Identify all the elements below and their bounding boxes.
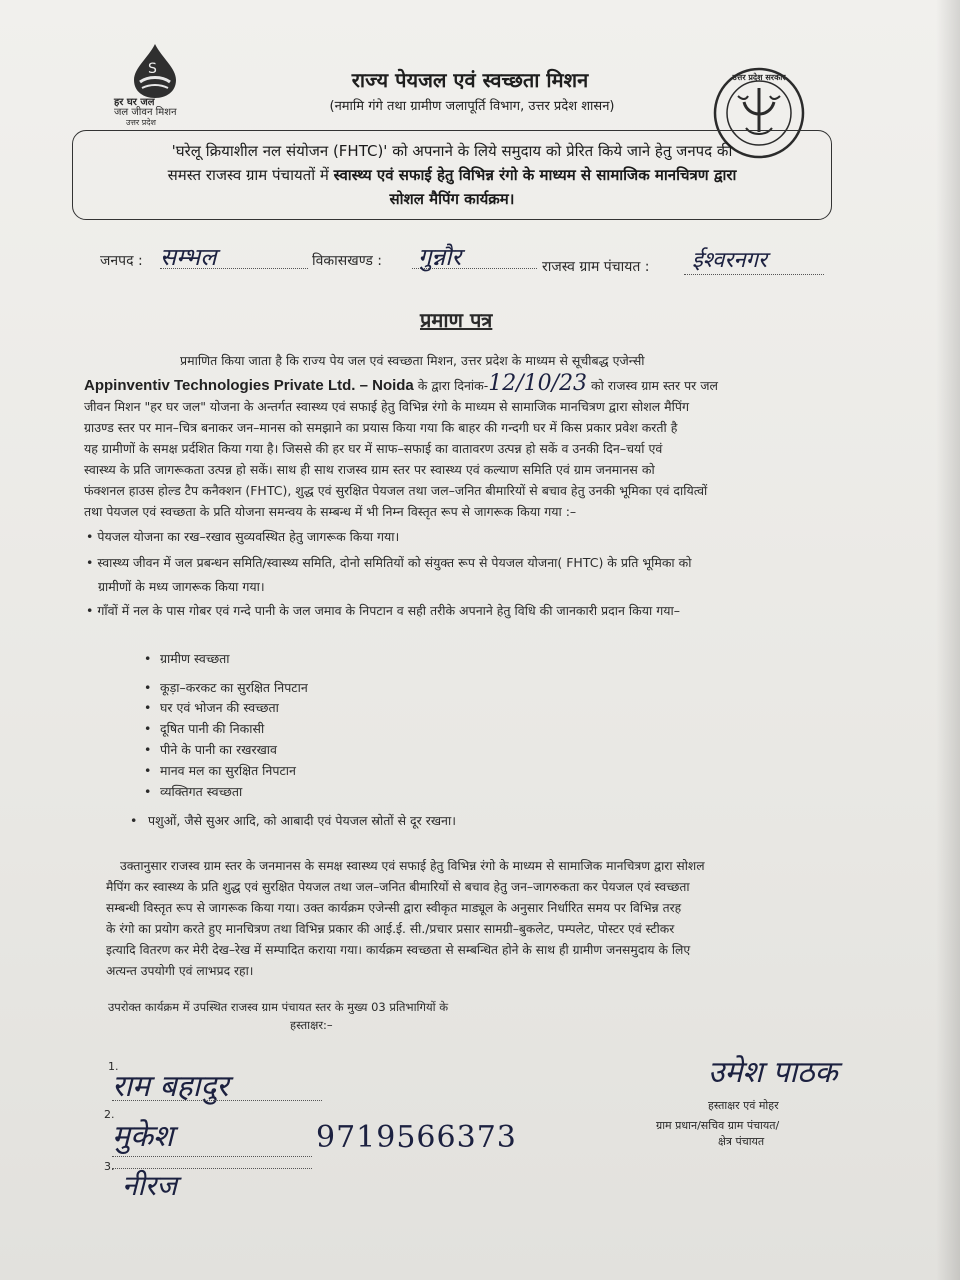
participant-number-1: 1. xyxy=(108,1060,119,1073)
para1-line-2-end: को राजस्व ग्राम स्तर पर जल xyxy=(587,378,719,393)
signature-line-2 xyxy=(112,1156,312,1157)
banner-line-2 xyxy=(83,163,821,187)
pradhan-designation-2: क्षेत्र पंचायत xyxy=(718,1135,765,1148)
para1-line-6: स्वास्थ्य के प्रति जागरूकता उत्पन्न हो सकें। साथ ही साथ राजस्व ग्राम स्तर पर स्वास्थ्य एवं कल्याण समिति एवं ग्राम जनमानस को xyxy=(84,462,655,477)
para2-line-2: मैपिंग कर स्वास्थ्य के प्रति शुद्ध एवं सुरक्षित पेयजल तथा जल–जनित बीमारियों से बचाव हेतु जन–जागरुकता कर पेयजल एवं स्वच्छता xyxy=(106,880,690,894)
vikaskhand-label: विकासखण्ड : xyxy=(312,253,383,269)
svg-text:S: S xyxy=(148,61,157,77)
bullet-1: • पेयजल योजना का रख–रखाव सुव्यवस्थित हेतु जागरूक किया गया। xyxy=(86,529,400,544)
list-item: • ग्रामीण स्वच्छता xyxy=(144,651,230,666)
participant-signature-1: राम बहादुर xyxy=(112,1069,229,1104)
para1-line-3: जीवन मिशन "हर घर जल" योजना के अन्तर्गत स्वास्थ्य एवं सफाई हेतु विभिन्न रंगो के माध्यम से सामाजिक मानचित्रण द्वारा सोशल मैपिंग xyxy=(84,399,690,414)
para1-line-5: यह ग्रामीणों के समक्ष प्रर्दशित किया गया है। जिससे की हर घर में साफ–सफाई का वातावरण उत्पन्न हो सकें व उनकी दिन–चर्या एवं xyxy=(84,441,663,456)
pradhan-signature: उमेश पाठक xyxy=(708,1055,838,1090)
signature-line-3 xyxy=(112,1168,312,1169)
mission-subtitle: (नमामि गंगे तथा ग्रामीण जलापूर्ति विभाग, उत्तर प्रदेश शासन) xyxy=(329,99,615,114)
mission-title: राज्य पेयजल एवं स्वच्छता मिशन xyxy=(351,68,589,92)
para2-line-1: उक्तानुसार राजस्व ग्राम स्तर के जनमानस के समक्ष स्वास्थ्य एवं सफाई हेतु विभिन्न रंगो के माध्यम से सामाजिक मानचित्रण द्वारा सोशल xyxy=(120,859,705,873)
participant-number-3: 3. xyxy=(104,1160,115,1173)
para2-line-3: सम्बन्धी विस्तृत रूप से जागरूक किया गया। उक्त कार्यक्रम एजेन्सी द्वारा स्वीकृत माड्यूल के अनुसार निर्धारित समय पर विभिन्न तरह xyxy=(106,901,682,915)
para1-line-2 xyxy=(84,373,884,396)
agency-name: Appinventiv Technologies Private Ltd. – Noida xyxy=(84,377,414,394)
janpad-label: जनपद : xyxy=(100,253,143,269)
jal-jeevan-mission-logo xyxy=(110,42,200,127)
signature-line-1 xyxy=(112,1100,322,1101)
para1-line-4: ग्राउण्ड स्तर पर मान–चित्र बनाकर जन–मानस को समझाने का प्रयास किया गया कि बाहर की गन्दगी घर में किस प्रकार प्रवेश करती है xyxy=(84,420,678,435)
page-edge-shadow xyxy=(936,0,960,1280)
list-item: • पीने के पानी का रखरखाव xyxy=(144,742,277,757)
banner-line-2-bold: स्वास्थ्य एवं सफाई हेतु विभिन्न रंगो के माध्यम से सामाजिक मानचित्रण द्वारा xyxy=(333,166,737,184)
para1-line-2-mid: के द्वारा दिनांक- xyxy=(413,378,489,393)
logo-line-1: हर घर जल xyxy=(114,97,155,108)
para1-line-1: प्रमाणित किया जाता है कि राज्य पेय जल एवं स्वच्छता मिशन, उत्तर प्रदेश के माध्यम से सूचीबद्ध एजेन्सी xyxy=(180,353,645,368)
para1-line-8: तथा पेयजल एवं स्वच्छता के प्रति योजना समन्वय के सम्बन्ध में भी निम्न विस्तृत रूप से जागरूक किया गया :– xyxy=(84,504,577,519)
list-item: • व्यक्तिगत स्वच्छता xyxy=(144,784,243,799)
program-banner xyxy=(72,130,832,220)
para2-line-6: अत्यन्त उपयोगी एवं लाभप्रद रहा। xyxy=(106,964,254,978)
participant-signature-3: नीरज xyxy=(122,1169,178,1202)
participant-number-2: 2. xyxy=(104,1108,115,1121)
logo-line-3: उत्तर प्रदेश xyxy=(126,118,156,127)
list-item-last: • पशुओं, जैसे सुअर आदि, को आबादी एवं पेयजल स्रोतों से दूर रखना। xyxy=(130,813,456,828)
banner-line-2-pre: समस्त राजस्व ग्राम पंचायतों में xyxy=(167,166,334,184)
list-item: • मानव मल का सुरक्षित निपटान xyxy=(144,763,296,778)
bullet-2-cont: ग्रामीणों के मध्य जागरूक किया गया। xyxy=(98,579,265,594)
list-item: • दूषित पानी की निकासी xyxy=(144,721,265,736)
certificate-paragraph-2 xyxy=(106,856,886,982)
janpad-value: सम्भल xyxy=(160,243,217,271)
para2-line-5: इत्यादि वितरण कर मेरी देख–रेख में सम्पादित कराया गया। कार्यक्रम स्वच्छता से सम्बन्धित होने के साथ ही ग्रामीण जनसमुदाय के लिए xyxy=(106,943,691,957)
logo-line-2: जल जीवन मिशन xyxy=(114,107,177,118)
water-drop-icon xyxy=(110,42,200,100)
panchayat-value: ईश्वरनगर xyxy=(692,248,767,273)
banner-line-1: 'घरेलू क्रियाशील नल संयोजन (FHTC)' को अपनाने के लिये समुदाय को प्रेरित किये जाने हेतु जनपद की xyxy=(171,142,733,160)
participant-signature-2: मुकेश xyxy=(112,1119,174,1154)
para1-line-7: फंक्शनल हाउस होल्ड टैप कनैक्शन (FHTC), शुद्ध एवं सुरक्षित पेयजल तथा जल–जनित बीमारियों से बचाव हेतु उनकी भूमिका एवं दायित्वों xyxy=(84,483,708,498)
participants-note: उपरोक्त कार्यक्रम में उपस्थित राजस्व ग्राम पंचायत स्तर के मुख्य 03 प्रतिभागियों के xyxy=(108,1000,449,1014)
bullet-2: • स्वास्थ्य जीवन में जल प्रबन्धन समिति/स्वास्थ्य समिति, दोनो समितियों को संयुक्त रूप से पेयजल योजना( FHTC) के प्रति भूमिका को xyxy=(86,555,692,570)
bullet-3: • गाँवों में नल के पास गोबर एवं गन्दे पानी के जल जमाव के निपटान व सही तरीके अपनाने हेतु विधि की जानकारी प्रदान किया गया– xyxy=(86,603,681,618)
vikaskhand-value: गुन्नौर xyxy=(418,243,462,271)
certificate-paragraph-1 xyxy=(84,350,884,522)
list-item: • घर एवं भोजन की स्वच्छता xyxy=(144,700,279,715)
panchayat-label: राजस्व ग्राम पंचायत : xyxy=(542,259,650,275)
participants-signature-label: हस्ताक्षर:– xyxy=(290,1018,333,1032)
participant-phone: 9719566373 xyxy=(316,1120,517,1155)
banner-line-3: सोशल मैपिंग कार्यक्रम। xyxy=(389,190,515,208)
seal-text: उत्तर प्रदेश सरकार xyxy=(732,73,786,82)
panchayat-underline xyxy=(684,274,824,275)
pradhan-designation: ग्राम प्रधान/सचिव ग्राम पंचायत/ xyxy=(656,1119,780,1132)
list-item: • कूड़ा–करकट का सुरक्षित निपटान xyxy=(144,680,308,695)
pradhan-sign-label: हस्ताक्षर एवं मोहर xyxy=(708,1099,779,1112)
program-date: 12/10/23 xyxy=(488,371,588,396)
para2-line-4: के रंगो का प्रयोग करते हुए मानचित्रण तथा विभिन्न प्रकार की आई.ई. सी./प्रचार प्रसार सामग्री–बुकलेट, पम्पलेट, पोस्टर एवं स्टीकर xyxy=(106,922,675,936)
certificate-title: प्रमाण पत्र xyxy=(420,308,493,332)
